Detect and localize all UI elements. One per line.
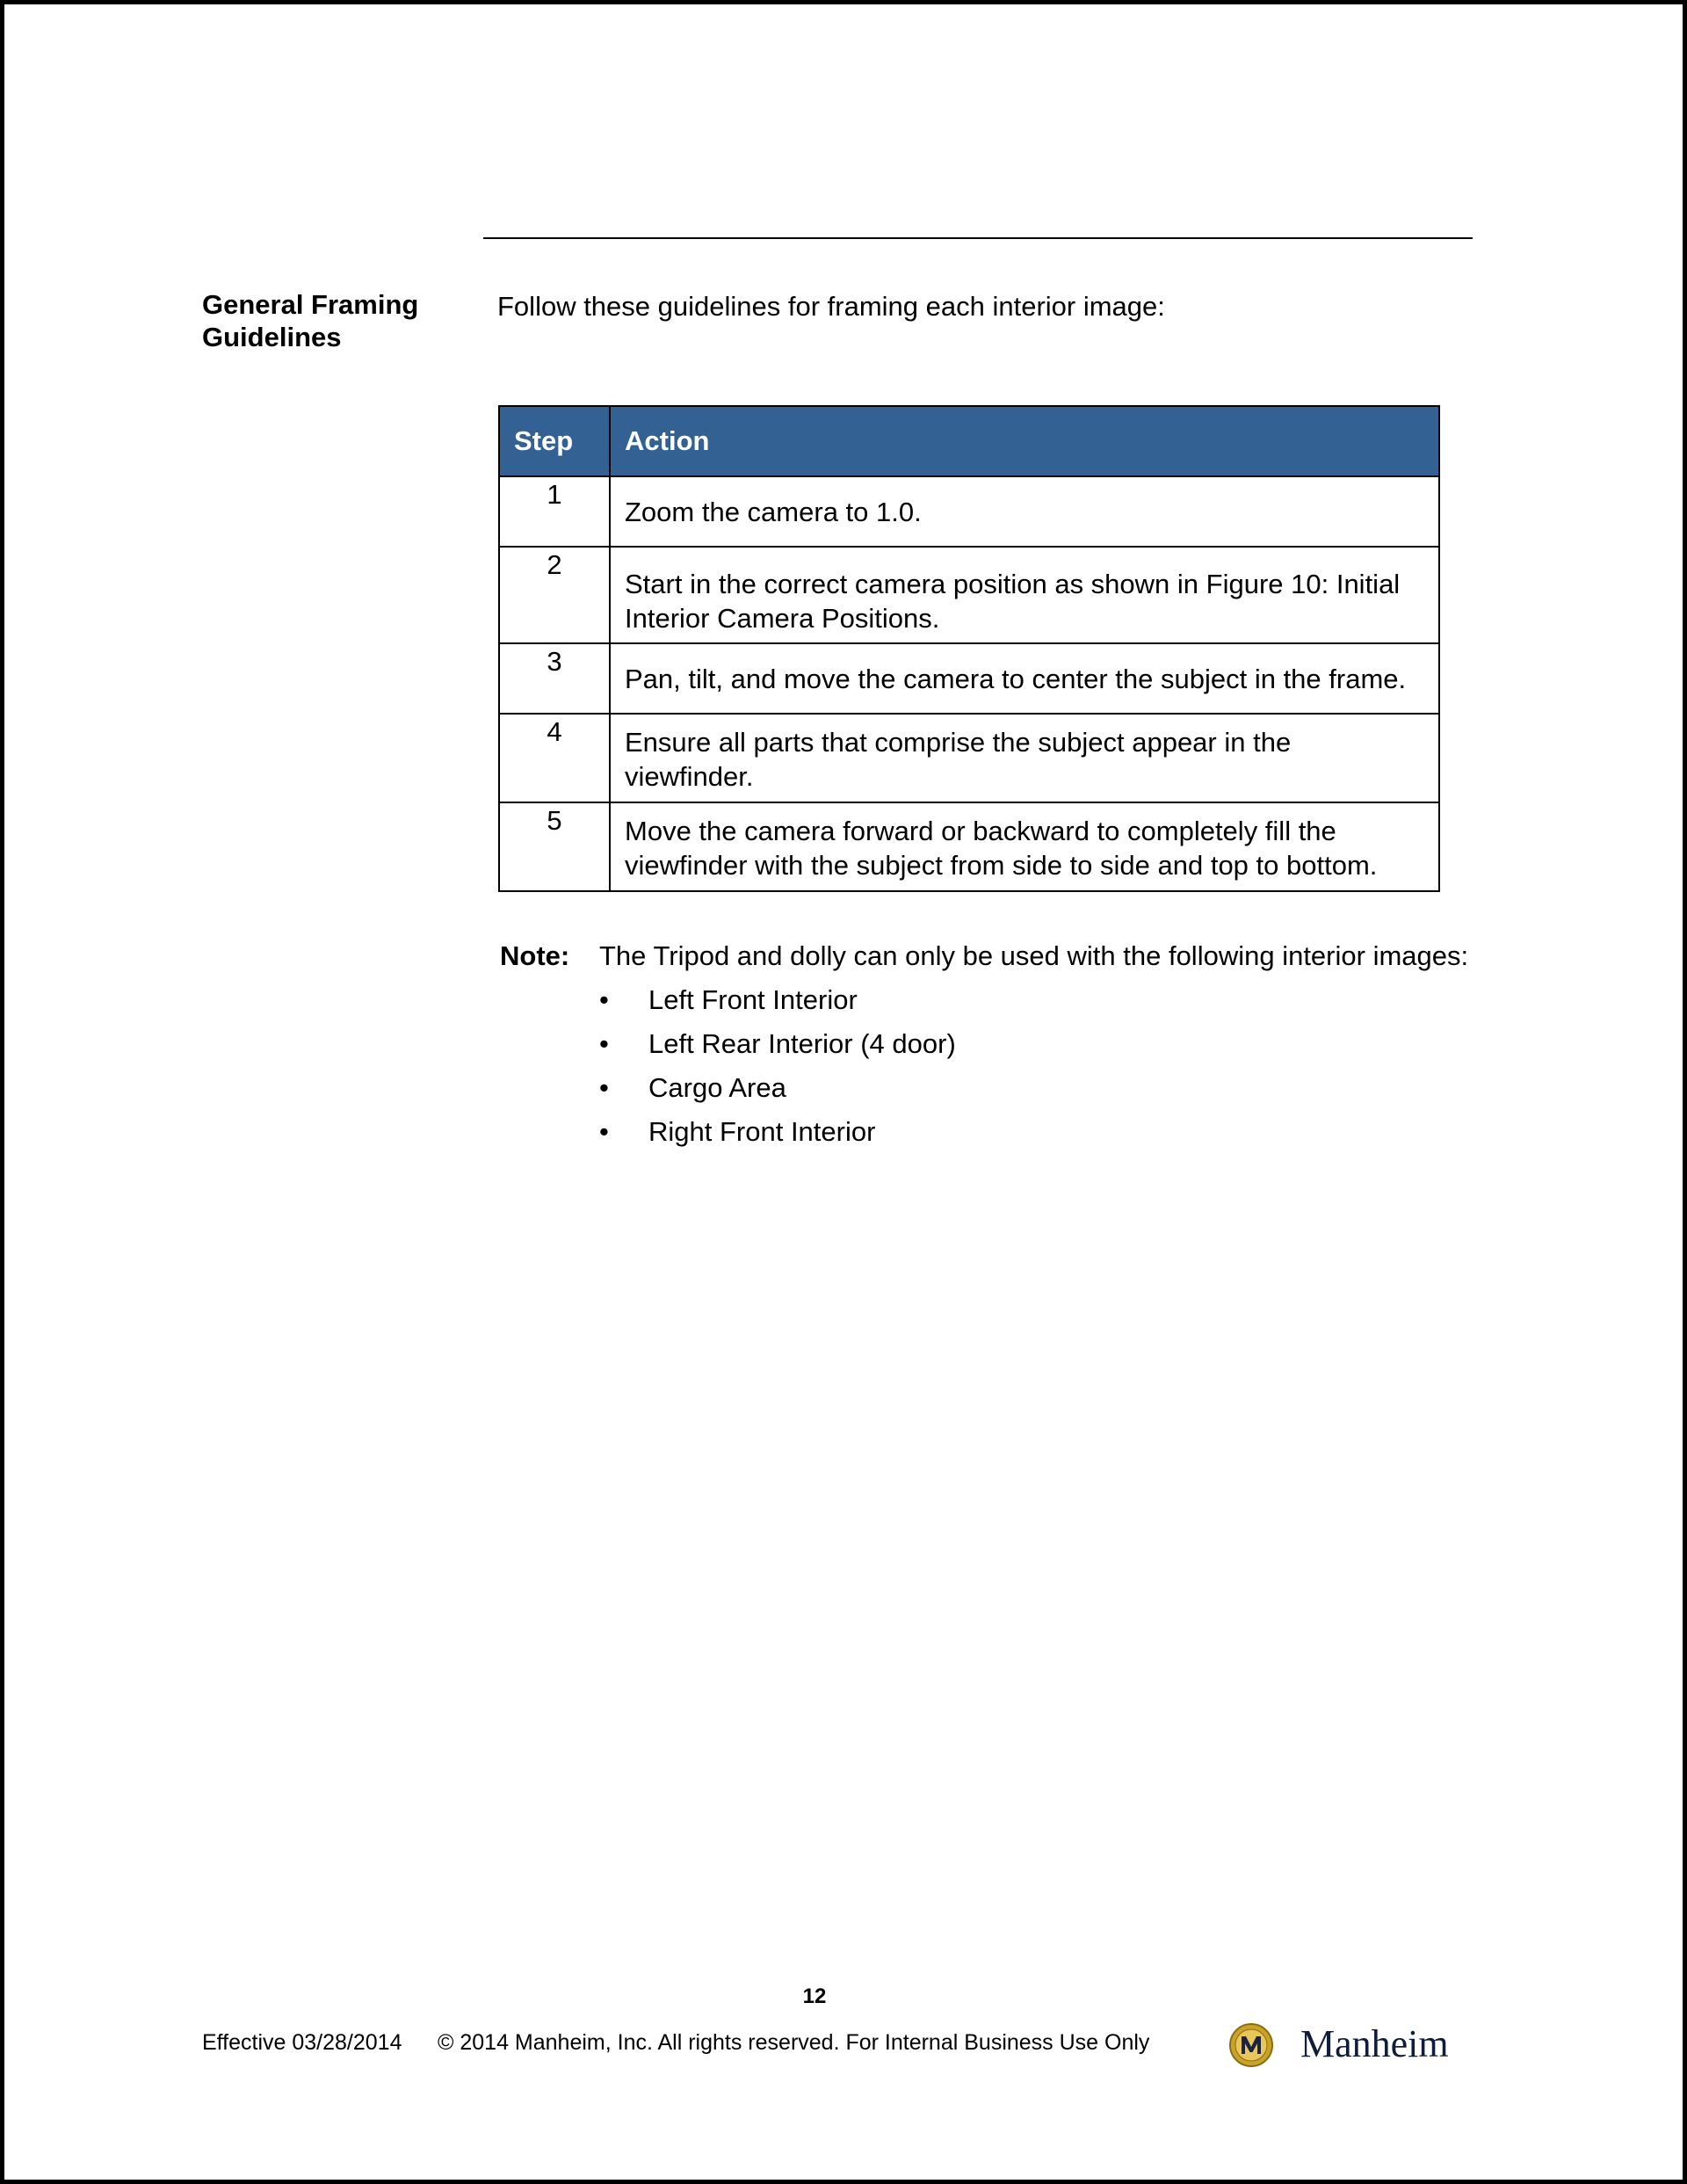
header-rule — [483, 237, 1473, 239]
list-item-text: Right Front Interior — [648, 1116, 876, 1147]
bullet-icon: • — [599, 1028, 609, 1059]
note-text: The Tripod and dolly can only be used with the following interior images: — [599, 940, 1469, 971]
table-row — [499, 643, 1439, 714]
step-action: Move the camera forward or backward to completely fill the viewfinder with the subject from side to side and top to bottom. — [610, 802, 1439, 891]
list-item-text: Left Front Interior — [648, 984, 858, 1015]
step-action: Zoom the camera to 1.0. — [610, 476, 1439, 547]
table-header-row — [499, 406, 1439, 476]
bullet-icon: • — [599, 1116, 609, 1147]
footer-effective-date: Effective 03/28/2014 — [202, 2030, 402, 2055]
table-row — [499, 802, 1439, 891]
table-row — [499, 547, 1439, 643]
step-number: 4 — [499, 714, 610, 802]
step-number: 1 — [499, 476, 610, 547]
bullet-icon: • — [599, 1072, 609, 1103]
bullet-icon: • — [599, 984, 609, 1015]
footer-copyright: © 2014 Manheim, Inc. All rights reserved. For Internal Business Use Only — [438, 2030, 1150, 2055]
list-item — [599, 983, 956, 1027]
note-label: Note: — [500, 940, 570, 971]
step-action: Start in the correct camera position as shown in Figure 10: Initial Interior Camera Positions. — [610, 547, 1439, 643]
manheim-logo-text: Manheim — [1300, 2022, 1449, 2065]
list-item — [599, 1115, 956, 1159]
intro-text: Follow these guidelines for framing each interior image: — [497, 291, 1165, 322]
list-item — [599, 1027, 956, 1071]
list-item-text: Left Rear Interior (4 door) — [648, 1028, 956, 1059]
steps-table — [498, 405, 1440, 892]
note-list — [599, 983, 956, 1159]
page-number: 12 — [802, 1984, 827, 2008]
list-item-text: Cargo Area — [648, 1072, 786, 1103]
column-header-step: Step — [499, 406, 610, 476]
table-row — [499, 476, 1439, 547]
list-item — [599, 1071, 956, 1115]
step-action: Pan, tilt, and move the camera to center the subject in the frame. — [610, 643, 1439, 714]
table-row — [499, 714, 1439, 802]
manheim-m-emblem-icon — [1228, 2022, 1274, 2068]
step-number: 5 — [499, 802, 610, 891]
column-header-action: Action — [610, 406, 1439, 476]
step-action: Ensure all parts that comprise the subject appear in the viewfinder. — [610, 714, 1439, 802]
step-number: 3 — [499, 643, 610, 714]
section-heading: General Framing Guidelines — [202, 289, 419, 352]
step-number: 2 — [499, 547, 610, 643]
